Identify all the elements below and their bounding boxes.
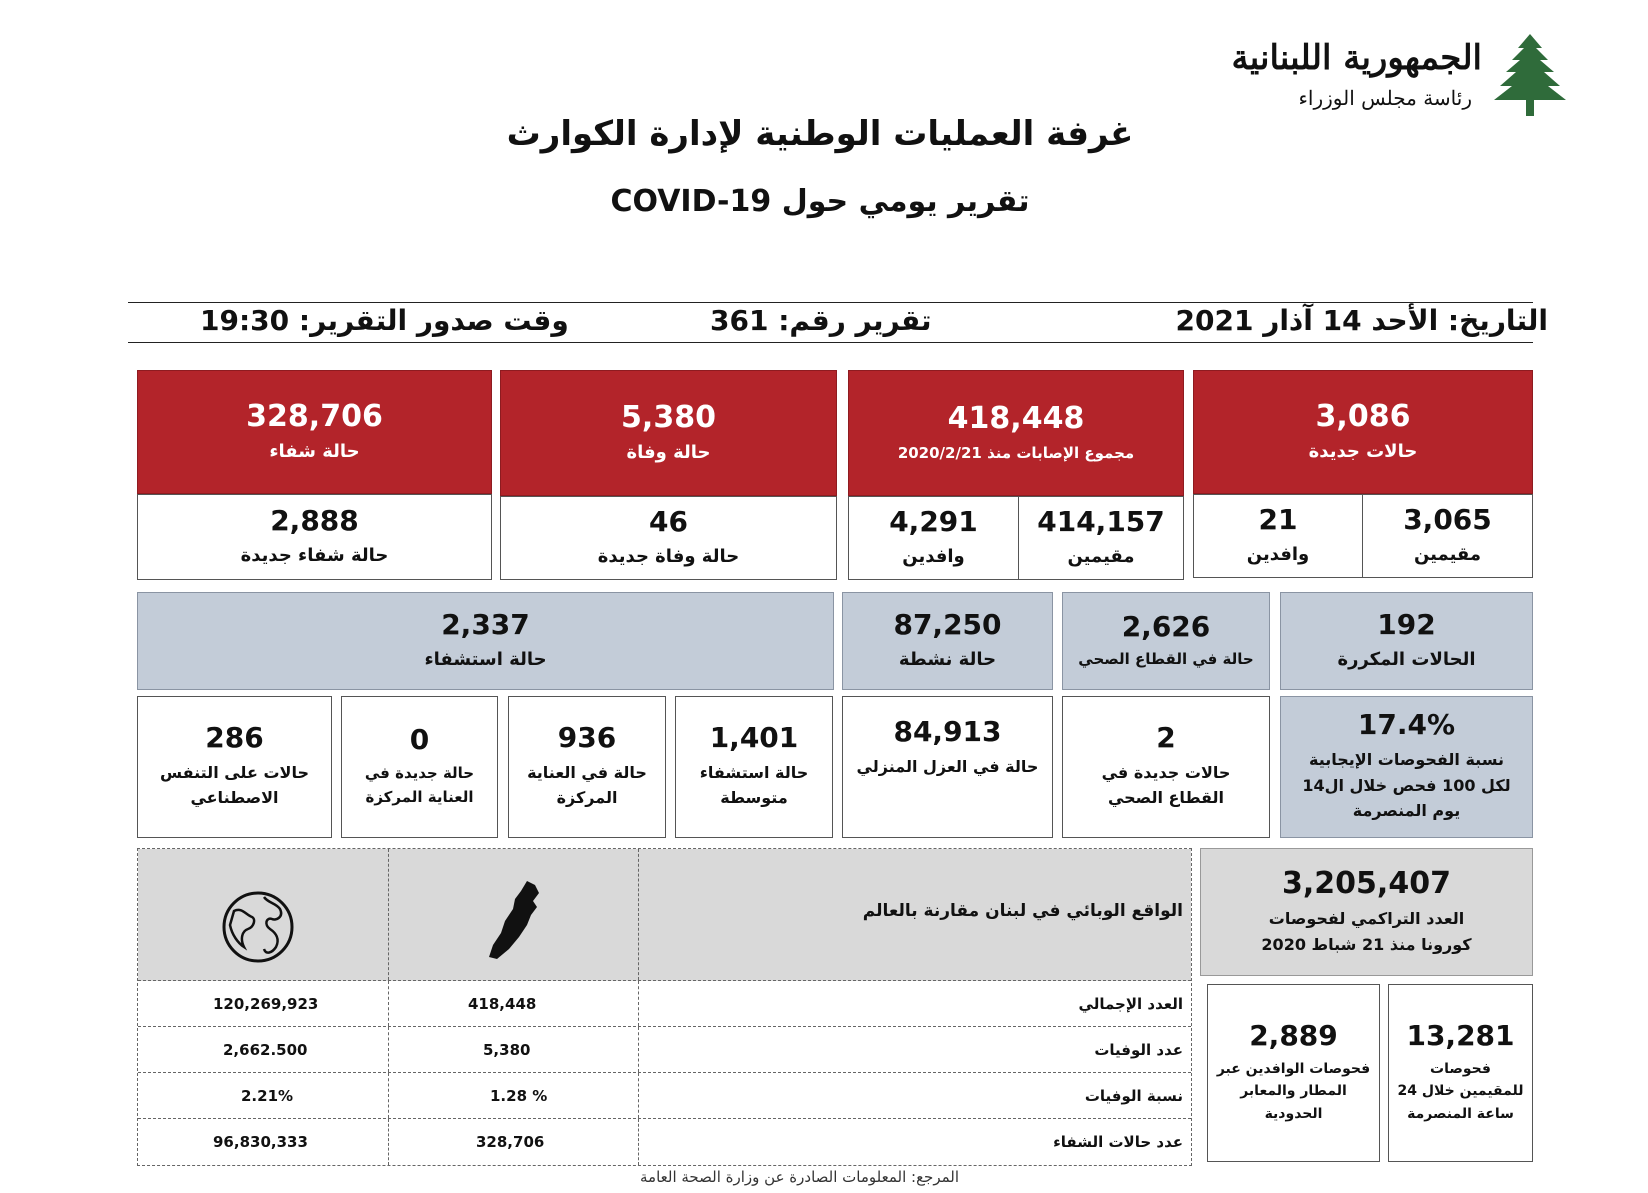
new-deaths-label: حالة وفاة جديدة: [597, 545, 740, 567]
comparison-header-divider-1: [638, 849, 639, 980]
card-arrival-tests: [1207, 984, 1380, 1162]
new-cases-value: 3,086: [1315, 398, 1411, 434]
ventilator-label-2: الاصطناعي: [190, 788, 279, 808]
new-cases-label: حالات جديدة: [1308, 440, 1418, 462]
comparison-title: الواقع الوبائي في لبنان مقارنة بالعالم: [862, 901, 1183, 921]
new-cases-residents-label: مقيمين: [1413, 543, 1482, 565]
resident-tests-label-1: فحوصات: [1430, 1060, 1491, 1077]
moderate-label-1: حالة استشفاء: [699, 762, 809, 782]
row-divider: [638, 1119, 639, 1165]
health-sector-label: حالة في القطاع الصحي: [1078, 649, 1254, 668]
total-arrivals: [848, 496, 1019, 580]
total-residents: [1018, 496, 1184, 580]
health-sector-value: 2,626: [1121, 610, 1211, 644]
logo-main-text: الجمهورية اللبنانية: [1231, 38, 1482, 78]
positivity-label: نسبة الفحوصات الإيجابية لكل 100 فحص خلال ال14 يوم المنصرمة: [1302, 750, 1511, 821]
new-recovered-value: 2,888: [270, 504, 359, 537]
deaths-value: 5,380: [621, 399, 716, 435]
total-cases-label: مجموع الإصابات منذ 2020/2/21: [897, 443, 1135, 462]
row-divider: [638, 981, 639, 1026]
new-cases-residents: [1362, 494, 1533, 578]
card-new-cases: [1193, 370, 1533, 494]
icu-value: 936: [557, 721, 617, 754]
row-world: 120,269,923: [213, 994, 319, 1013]
row-divider: [388, 1027, 389, 1072]
total-residents-label: مقيمين: [1067, 545, 1135, 567]
hospitalized-value: 2,337: [441, 608, 530, 641]
page-title: غرفة العمليات الوطنية لإدارة الكوارث: [506, 114, 1134, 154]
new-health-value: 2: [1156, 721, 1176, 754]
card-health-sector: [1062, 592, 1270, 690]
card-icu: [508, 696, 666, 838]
icu-new-label-2: العناية المركزة: [365, 788, 474, 807]
source-note: المرجع: المعلومات الصادرة عن وزارة الصحة العامة: [640, 1168, 960, 1186]
new-cases-residents-value: 3,065: [1403, 503, 1492, 536]
arrival-tests-label-2: المطار والمعابر: [1240, 1083, 1347, 1100]
total-arrivals-value: 4,291: [889, 505, 978, 538]
resident-tests-label-3: ساعة المنصرمة: [1407, 1105, 1514, 1122]
home-isolation-label: حالة في العزل المنزلي: [856, 756, 1039, 776]
icu-label-2: المركزة: [556, 788, 618, 808]
row-label: عدد الوفيات: [1094, 1040, 1183, 1059]
row-divider: [638, 1073, 639, 1118]
cumulative-tests-label-1: العدد التراكمي لفحوصات: [1268, 908, 1465, 928]
hospitalized-label: حالة استشفاء: [424, 648, 547, 670]
comparison-header-divider-2: [388, 849, 389, 980]
recovered-label: حالة شفاء: [269, 440, 360, 462]
total-cases-value: 418,448: [947, 400, 1085, 436]
cumulative-tests-label-2: كورونا منذ 21 شباط 2020: [1261, 934, 1472, 954]
moderate-value: 1,401: [709, 721, 799, 754]
card-total-cases: [848, 370, 1184, 496]
total-arrivals-label: وافدين: [902, 545, 965, 567]
row-lebanon: 418,448: [468, 994, 537, 1013]
arrival-tests-value: 2,889: [1249, 1019, 1338, 1053]
total-residents-value: 414,157: [1037, 505, 1165, 538]
card-home-isolation: [842, 696, 1053, 838]
icu-new-label-1: حالة جديدة في: [364, 764, 475, 783]
resident-tests-value: 13,281: [1406, 1019, 1515, 1053]
card-recovered: [137, 370, 492, 494]
new-deaths: [500, 496, 837, 580]
new-recovered: [137, 494, 492, 580]
new-health-label-1: حالات جديدة في: [1101, 762, 1231, 782]
row-label: عدد حالات الشفاء: [1053, 1133, 1183, 1151]
new-cases-arrivals-value: 21: [1258, 503, 1298, 536]
table-row: [138, 1119, 1191, 1165]
report-number: تقرير رقم: 361: [710, 304, 932, 337]
meta-top-line: [128, 302, 1533, 303]
recovered-value: 328,706: [246, 398, 383, 434]
row-divider: [388, 1119, 389, 1165]
deaths-label: حالة وفاة: [626, 441, 711, 463]
page-subtitle: تقرير يومي حول COVID-19: [610, 183, 1030, 219]
new-deaths-value: 46: [649, 505, 688, 538]
card-ventilator: [137, 696, 332, 838]
card-resident-tests: [1388, 984, 1533, 1162]
row-lebanon: 1.28 %: [490, 1086, 548, 1105]
new-cases-arrivals: [1193, 494, 1363, 578]
row-divider: [388, 981, 389, 1026]
active-value: 87,250: [893, 608, 1002, 641]
logo: [1231, 32, 1582, 122]
report-time: وقت صدور التقرير: 19:30: [200, 304, 569, 337]
row-label: العدد الإجمالي: [1078, 994, 1183, 1013]
active-label: حالة نشطة: [898, 648, 997, 670]
new-health-label-2: القطاع الصحي: [1107, 788, 1225, 808]
card-hospitalized: [137, 592, 834, 690]
globe-icon: [220, 889, 296, 965]
report-date: التاريخ: الأحد 14 آذار 2021: [1175, 304, 1548, 337]
table-row: [138, 981, 1191, 1027]
positivity-value: 17.4%: [1357, 708, 1456, 742]
table-row: [138, 1027, 1191, 1073]
row-lebanon: 5,380: [483, 1040, 531, 1059]
card-icu-new: [341, 696, 498, 838]
cedar-icon: [1484, 32, 1576, 122]
meta-bottom-line: [128, 342, 1533, 343]
lebanon-map-icon: [483, 879, 553, 963]
card-cumulative-tests: [1200, 848, 1533, 976]
table-row: [138, 1073, 1191, 1119]
comparison-table: [137, 848, 1192, 1166]
resident-tests-label-2: للمقيمين خلال 24: [1397, 1083, 1524, 1100]
arrival-tests-label-1: فحوصات الوافدين عبر: [1216, 1060, 1371, 1077]
row-divider: [638, 1027, 639, 1072]
ventilator-value: 286: [205, 721, 264, 754]
repeated-value: 192: [1377, 608, 1436, 641]
row-label: نسبة الوفيات: [1084, 1086, 1183, 1105]
row-world: 96,830,333: [213, 1133, 308, 1151]
row-world: 2.21%: [241, 1086, 294, 1105]
card-positivity: [1280, 696, 1533, 838]
logo-sub-text: رئاسة مجلس الوزراء: [1298, 86, 1472, 110]
card-deaths: [500, 370, 837, 496]
new-cases-arrivals-label: وافدين: [1246, 543, 1310, 565]
card-active: [842, 592, 1053, 690]
new-recovered-label: حالة شفاء جديدة: [240, 544, 389, 566]
card-new-health: [1062, 696, 1270, 838]
moderate-label-2: متوسطة: [720, 788, 788, 808]
arrival-tests-label-3: الحدودية: [1264, 1105, 1323, 1122]
ventilator-label-1: حالات على التنفس: [159, 762, 309, 782]
icu-label-1: حالة في العناية: [527, 762, 647, 782]
row-world: 2,662.500: [223, 1040, 308, 1059]
icu-new-value: 0: [409, 722, 430, 756]
row-lebanon: 328,706: [476, 1133, 545, 1151]
row-divider: [388, 1073, 389, 1118]
cumulative-tests-value: 3,205,407: [1282, 865, 1451, 901]
home-isolation-value: 84,913: [893, 715, 1002, 748]
card-moderate: [675, 696, 833, 838]
comparison-header: [138, 849, 1191, 981]
repeated-label: الحالات المكررة: [1337, 648, 1476, 670]
card-repeated: [1280, 592, 1533, 690]
